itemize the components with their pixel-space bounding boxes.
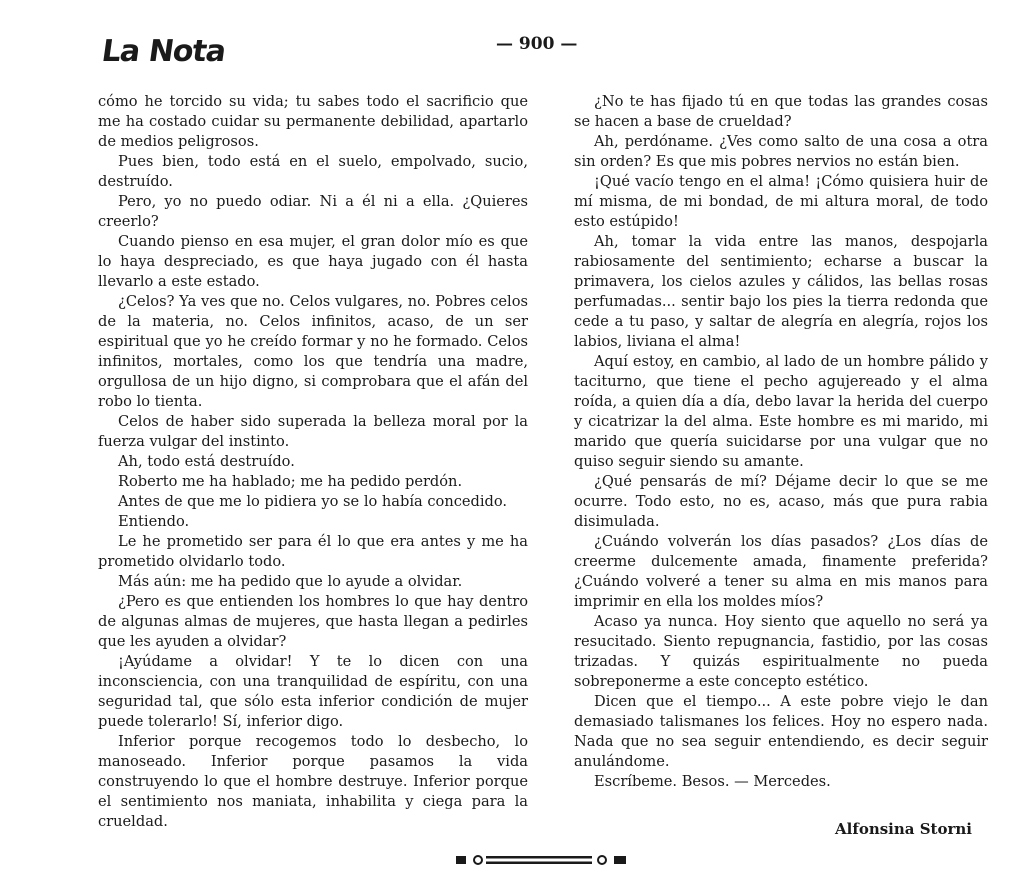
right-column — [574, 92, 988, 792]
paragraph: Entiendo. — [118, 513, 190, 530]
paragraph: cómo he torcido su vida; tu sabes todo el sacrificio que me ha costado cuidar su permanente debilidad, apartarlo de medios peligrosos. — [98, 93, 528, 150]
paragraph: Le he prometido ser para él lo que era antes y me ha prometido olvidarlo todo. — [98, 533, 528, 570]
paragraph: ¡Ayúdame a olvidar! Y te lo dicen con una inconsciencia, con una tranquilidad de espíritu, con una seguridad tal, que sólo esta inferior condición de mujer puede tolerarlo! Sí, inferior digo. — [98, 653, 528, 730]
paragraph: Aquí estoy, en cambio, al lado de un hombre pálido y taciturno, que tiene el pecho agujereado y el alma roída, a quien día a día, debo lavar la herida del cuerpo y cicatrizar la del alma. Este hombre es mi marido, mi marido que quería suicidarse por una vulgar que no quiso seguir siendo su amante. — [574, 353, 988, 470]
paragraph: Acaso ya nunca. Hoy siento que aquello no será ya resucitado. Siento repugnancia, fastidio, por las cosas trizadas. Y quizás espiritualmente no pueda sobreponerme a este concepto estético. — [574, 613, 988, 690]
paragraph: ¿Pero es que entienden los hombres lo que hay dentro de algunas almas de mujeres, que hasta llegan a pedirles que les ayuden a olvidar? — [98, 593, 528, 650]
page-number: — 900 — — [496, 34, 578, 54]
paragraph: Dicen que el tiempo... A este pobre viejo le dan demasiado talismanes los felices. Hoy no espero nada. Nada que no sea seguir entendiendo, es decir seguir anulándome. — [574, 693, 988, 770]
paragraph: Inferior porque recogemos todo lo desbecho, lo manoseado. Inferior porque pasamos la vida construyendo lo que el hombre destruye. Inferior porque el sentimiento nos maniata, inhabilita y ciega para la crueldad. — [98, 733, 528, 830]
paragraph: Pero, yo no puedo odiar. Ni a él ni a ella. ¿Quieres creerlo? — [98, 193, 528, 230]
paragraph: ¡Qué vacío tengo en el alma! ¡Cómo quisiera huir de mí misma, de mi bondad, de mi altura moral, de todo esto estúpido! — [574, 173, 988, 230]
paragraph: ¿Cuándo volverán los días pasados? ¿Los días de creerme dulcemente amada, finamente preferida? ¿Cuándo volveré a tener su alma en mis manos para imprimir en ella los moldes míos? — [574, 533, 988, 610]
left-column — [98, 92, 528, 832]
paragraph: Cuando pienso en esa mujer, el gran dolor mío es que lo haya despreciado, es que haya jugado con él hasta llevarlo a este estado. — [98, 233, 528, 290]
paragraph: Antes de que me lo pidiera yo se lo había concedido. — [118, 493, 508, 510]
masthead-logo: La Nota — [99, 34, 228, 69]
paragraph: ¿Celos? Ya ves que no. Celos vulgares, no. Pobres celos de la materia, no. Celos infinitos, acaso, de un ser espiritual que yo he creído formar y no he formado. Celos infinitos, mortales, como los que tendría una madre, orgullosa de un hijo digno, si comprobara que el afán del robo lo tienta. — [98, 293, 528, 410]
author-signature: Alfonsina Storni — [835, 820, 972, 838]
paragraph: Ah, todo está destruído. — [118, 453, 295, 470]
footer-ornament — [456, 851, 626, 863]
paragraph: ¿No te has fijado tú en que todas las grandes cosas se hacen a base de crueldad? — [574, 93, 988, 130]
paragraph: ¿Qué pensarás de mí? Déjame decir lo que se me ocurre. Todo esto, no es, acaso, más que pura rabia disimulada. — [574, 473, 988, 530]
paragraph: Más aún: me ha pedido que lo ayude a olvidar. — [118, 573, 463, 590]
paragraph: Escríbeme. Besos. — Mercedes. — [594, 773, 831, 790]
paragraph: Pues bien, todo está en el suelo, empolvado, sucio, destruído. — [98, 153, 528, 190]
paragraph: Ah, perdóname. ¿Ves como salto de una cosa a otra sin orden? Es que mis pobres nervios no están bien. — [574, 133, 988, 170]
paragraph: Roberto me ha hablado; me ha pedido perdón. — [118, 473, 463, 490]
paragraph: Celos de haber sido superada la belleza moral por la fuerza vulgar del instinto. — [98, 413, 528, 450]
paragraph: Ah, tomar la vida entre las manos, despojarla rabiosamente del sentimiento; echarse a buscar la primavera, los cielos azules y cálidos, las bellas rosas perfumadas... sentir bajo los pies la tierra redonda que cede a tu paso, y saltar de alegría en alegría, rojos los labios, liviana el alma! — [574, 233, 988, 350]
